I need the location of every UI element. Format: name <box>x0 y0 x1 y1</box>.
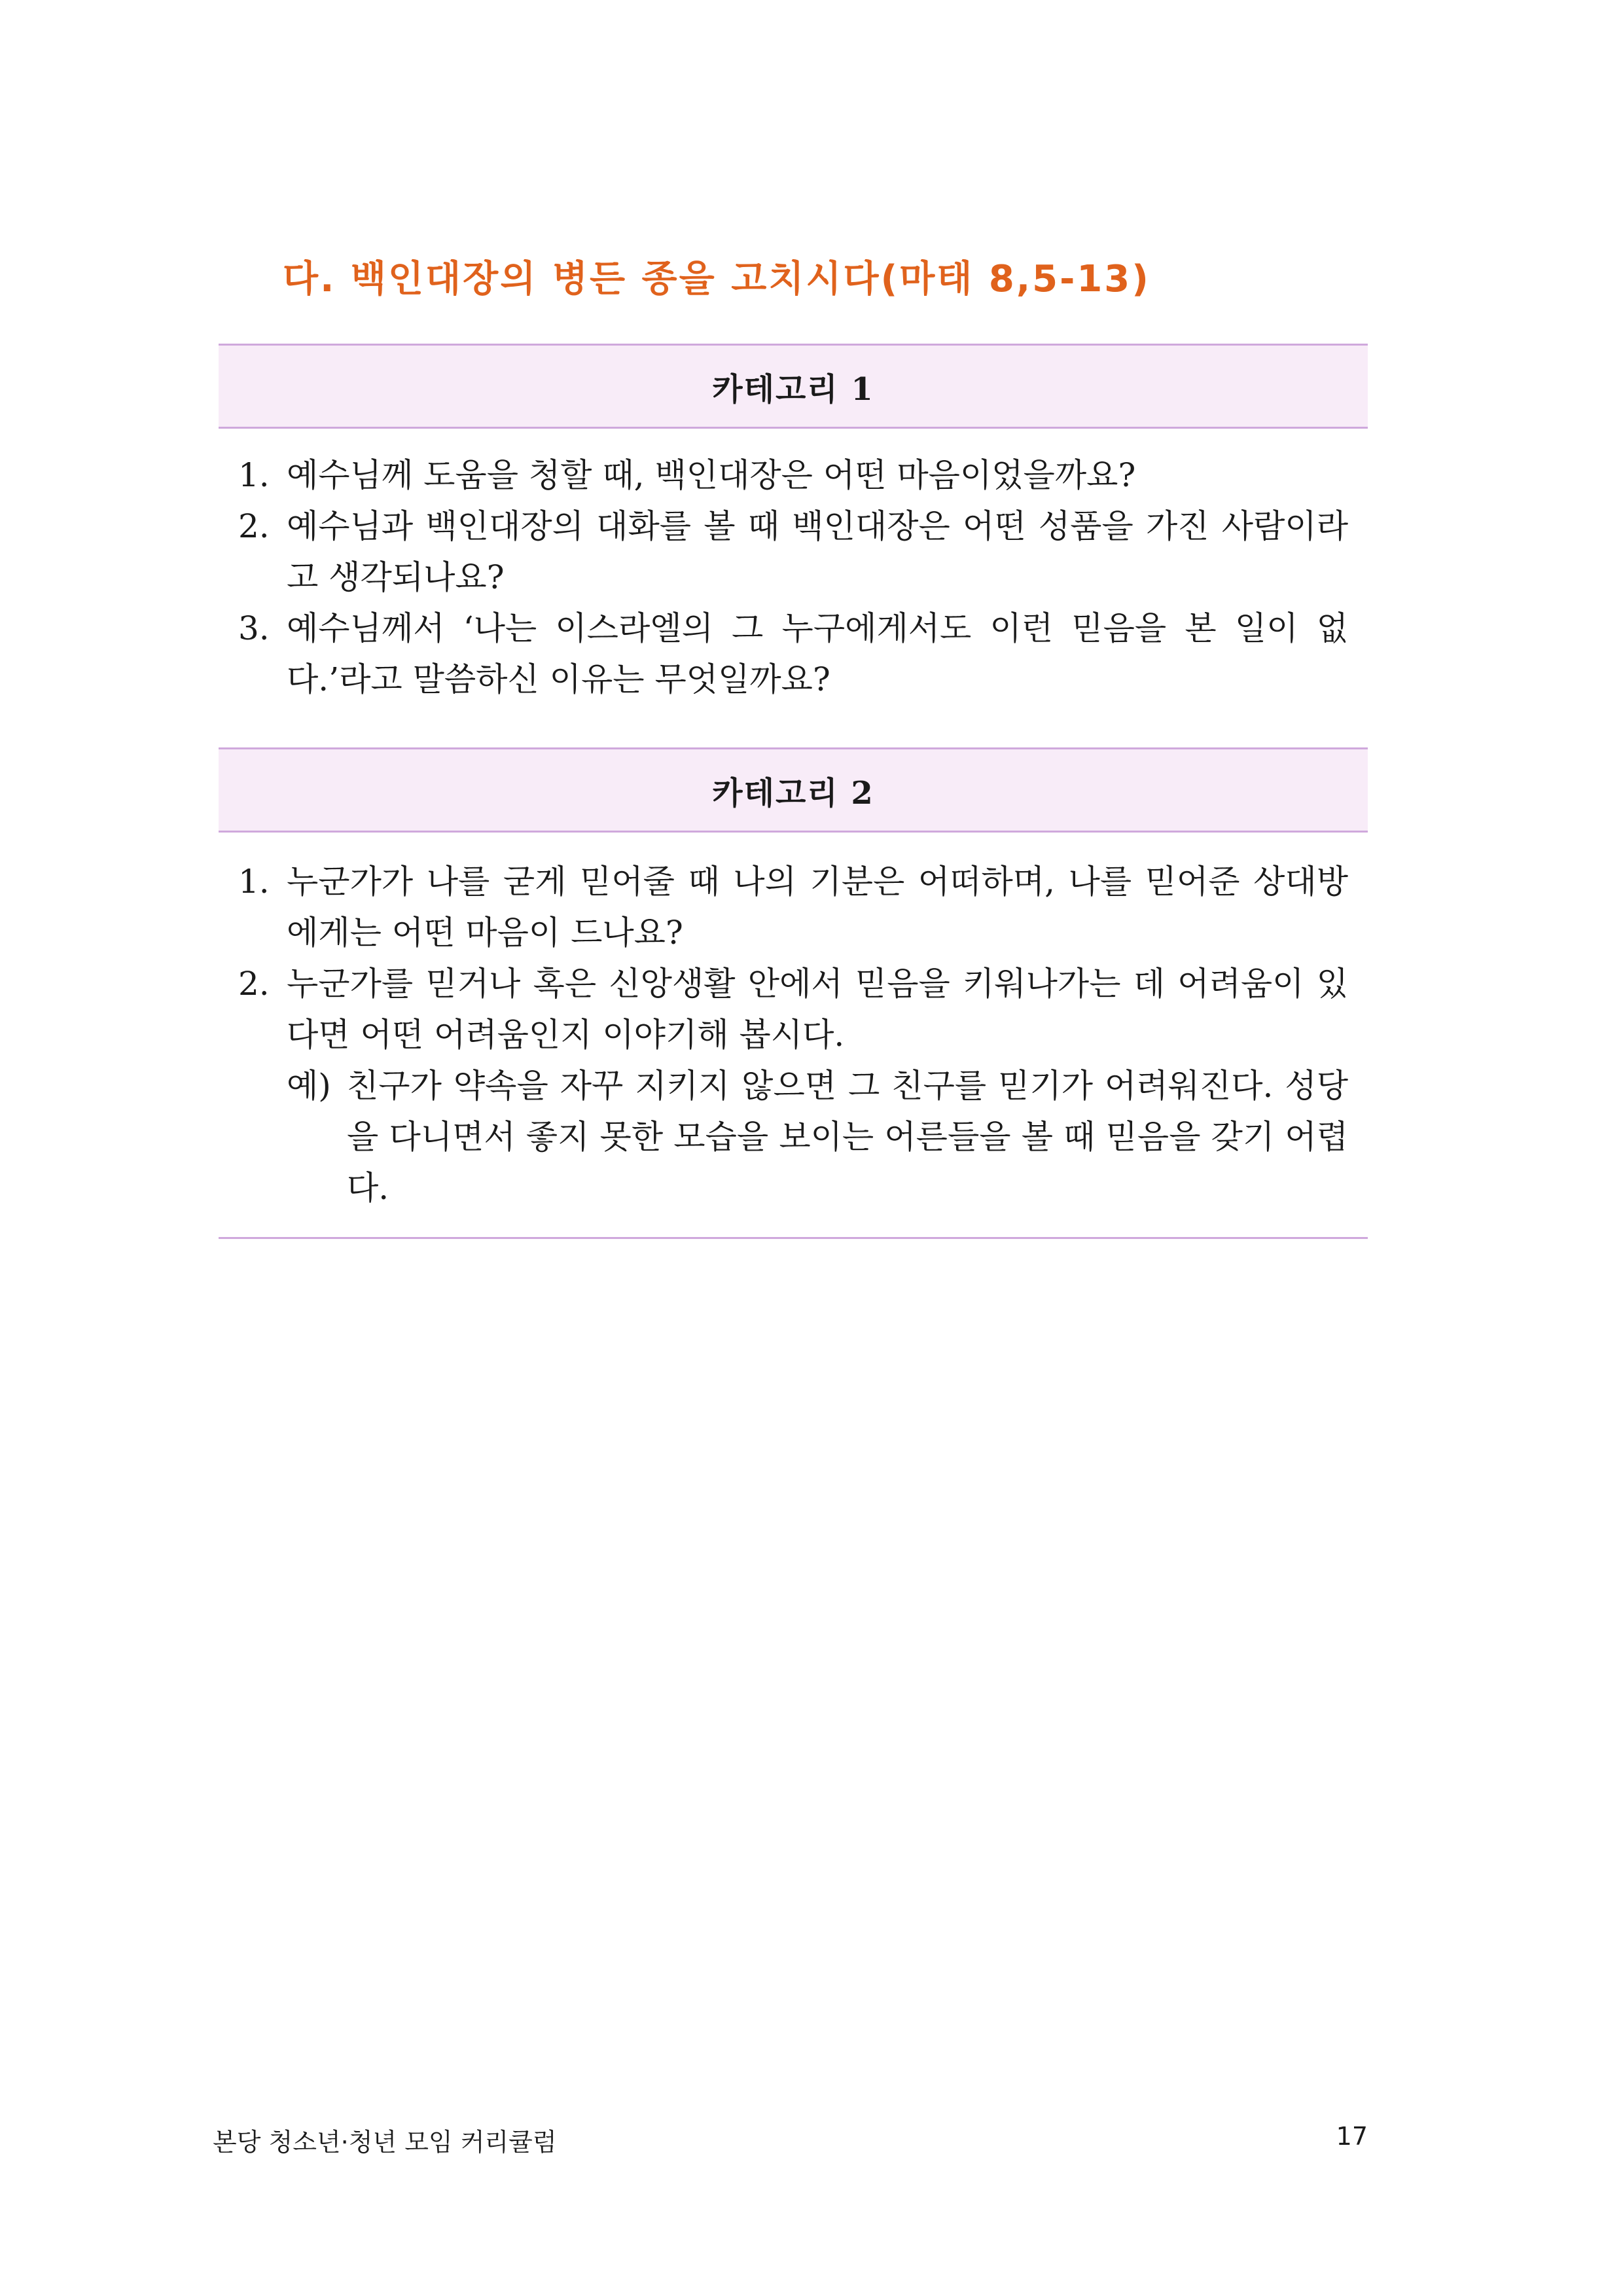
question-item <box>238 450 1348 501</box>
question-text: 예수님께 도움을 청할 때, 백인대장은 어떤 마음이었을까요? <box>287 456 1136 494</box>
question-item <box>238 958 1348 1060</box>
question-number: 1. <box>238 863 270 901</box>
footer-title: 본당 청소년·청년 모임 커리큘럼 <box>213 2128 557 2157</box>
page-number: 17 <box>1336 2122 1368 2151</box>
category-header <box>219 344 1368 429</box>
question-number: 3. <box>238 609 270 647</box>
section-title: 다. 백인대장의 병든 종을 고치시다(마태 8,5-13) <box>283 258 1150 300</box>
question-text: 누군가가 나를 굳게 믿어줄 때 나의 기분은 어떠하며, 나를 믿어준 상대방에게는 어떤 마음이 드나요? <box>287 863 1348 952</box>
example-text: 친구가 약속을 자꾸 지키지 않으면 그 친구를 믿기가 어려워진다. 성당을 다니면서 좋지 못한 모습을 보이는 어른들을 볼 때 믿음을 갖기 어렵다. <box>347 1067 1348 1207</box>
question-number: 2. <box>238 965 270 1003</box>
category-header-label: 카테고리 2 <box>712 774 874 812</box>
category-table-2 <box>219 747 1368 1239</box>
question-item <box>238 501 1348 603</box>
question-list <box>219 833 1368 1239</box>
question-text: 예수님과 백인대장의 대화를 볼 때 백인대장은 어떤 성품을 가진 사람이라고 생각되나요? <box>287 507 1348 596</box>
category-table-1 <box>219 344 1368 718</box>
question-list <box>219 429 1368 718</box>
example-item <box>287 1060 1348 1213</box>
question-number: 1. <box>238 456 270 494</box>
category-header <box>219 747 1368 833</box>
category-header-label: 카테고리 1 <box>712 370 874 408</box>
question-text: 예수님께서 ‘나는 이스라엘의 그 누구에게서도 이런 믿음을 본 일이 없다.’라고 말씀하신 이유는 무엇일까요? <box>287 609 1348 698</box>
question-item <box>238 603 1348 705</box>
example-marker: 예) <box>287 1067 331 1105</box>
question-text: 누군가를 믿거나 혹은 신앙생활 안에서 믿음을 키워나가는 데 어려움이 있다면 어떤 어려움인지 이야기해 봅시다. <box>287 965 1348 1054</box>
question-number: 2. <box>238 507 270 545</box>
question-item <box>238 856 1348 958</box>
